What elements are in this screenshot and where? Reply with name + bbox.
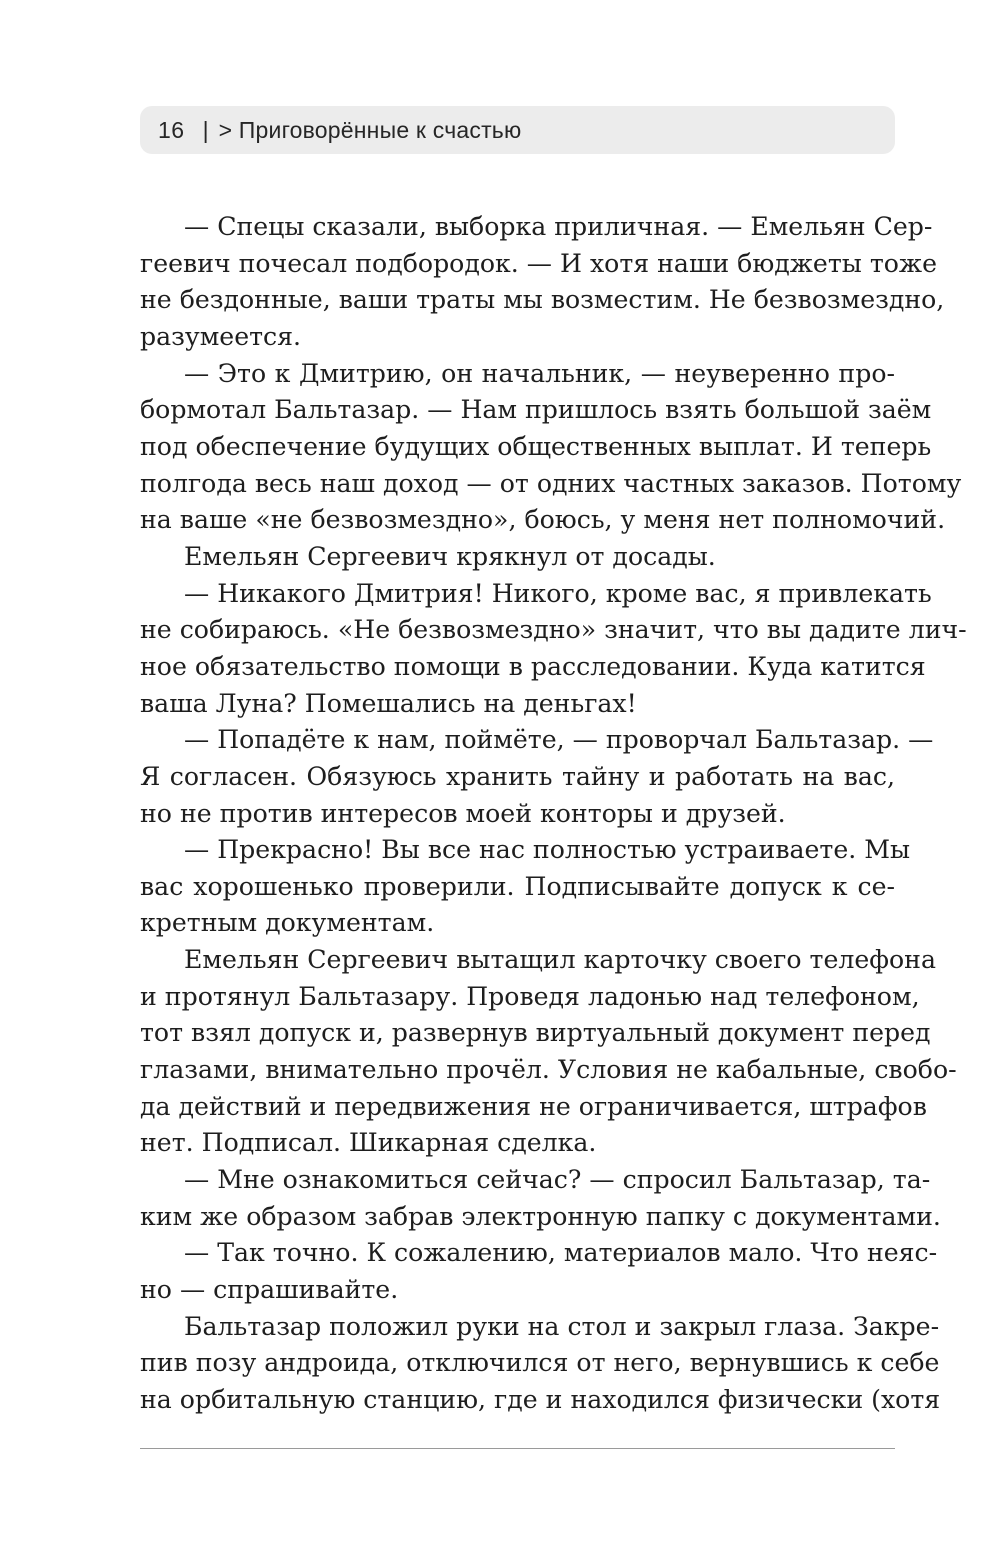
text-line: — Прекрасно! Вы все нас полностью устраиваете. Мы xyxy=(184,835,911,865)
text-line: ким же образом забрав электронную папку с документами. xyxy=(140,1201,941,1231)
text-line: разумеется. xyxy=(140,321,302,351)
text-line: — Это к Дмитрию, он начальник, — неуверенно про- xyxy=(184,358,895,388)
page-body-text xyxy=(140,209,967,1419)
header-separator: | xyxy=(202,116,209,143)
text-line: Емельян Сергеевич крякнул от досады. xyxy=(184,541,716,571)
text-line: бормотал Бальтазар. — Нам пришлось взять большой заём xyxy=(140,395,932,425)
text-line: на ваше «не безвозмездно», боюсь, у меня нет полномочий. xyxy=(140,505,946,535)
text-line: но — спрашивайте. xyxy=(140,1275,399,1305)
text-line: тот взял допуск и, развернув виртуальный документ перед xyxy=(140,1018,931,1048)
text-line: глазами, внимательно прочёл. Условия не кабальные, свобо- xyxy=(140,1055,957,1085)
text-line: не собираюсь. «Не безвозмездно» значит, что вы дадите лич- xyxy=(140,615,967,645)
text-line: — Никакого Дмитрия! Никого, кроме вас, я привлекать xyxy=(184,578,932,608)
page-number: 16 xyxy=(158,116,185,143)
text-line: ваша Луна? Помешались на деньгах! xyxy=(140,688,637,718)
running-header xyxy=(140,106,895,154)
text-line: под обеспечение будущих общественных выплат. И теперь xyxy=(140,431,932,461)
text-line: ное обязательство помощи в расследовании. Куда катится xyxy=(140,651,926,681)
text-line: — Так точно. К сожалению, материалов мало. Что неяс- xyxy=(184,1238,938,1268)
chapter-title: > Приговорённые к счастью xyxy=(218,116,522,143)
text-line: на орбитальную станцию, где и находился физически (хотя xyxy=(140,1385,941,1414)
text-line: нет. Подписал. Шикарная сделка. xyxy=(140,1128,597,1158)
text-line: вас хорошенько проверили. Подписывайте допуск к се- xyxy=(140,871,895,901)
text-line: Емельян Сергеевич вытащил карточку своего телефона xyxy=(184,945,936,975)
text-line: да действий и передвижения не ограничивается, штрафов xyxy=(140,1091,927,1121)
text-line: не бездонные, ваши траты мы возместим. Не безвозмездно, xyxy=(140,285,945,315)
text-line: но не против интересов моей конторы и друзей. xyxy=(140,798,786,828)
footer-divider xyxy=(140,1448,895,1449)
text-line: — Попадёте к нам, поймёте, — проворчал Бальтазар. — xyxy=(184,725,934,755)
text-line: и протянул Бальтазару. Проведя ладонью над телефоном, xyxy=(140,981,920,1011)
text-line: Бальтазар положил руки на стол и закрыл глаза. Закре- xyxy=(184,1311,940,1341)
text-line: пив позу андроида, отключился от него, вернувшись к себе xyxy=(140,1348,940,1378)
text-line: — Мне ознакомиться сейчас? — спросил Бальтазар, та- xyxy=(184,1165,931,1195)
text-line: геевич почесал подбородок. — И хотя наши бюджеты тоже xyxy=(140,248,937,278)
text-line: Я согласен. Обязуюсь хранить тайну и работать на вас, xyxy=(140,761,895,791)
text-line: кретным документам. xyxy=(140,908,435,938)
text-line: — Спецы сказали, выборка приличная. — Емельян Сер- xyxy=(184,212,933,241)
text-line: полгода весь наш доход — от одних частных заказов. Потому xyxy=(140,468,962,498)
